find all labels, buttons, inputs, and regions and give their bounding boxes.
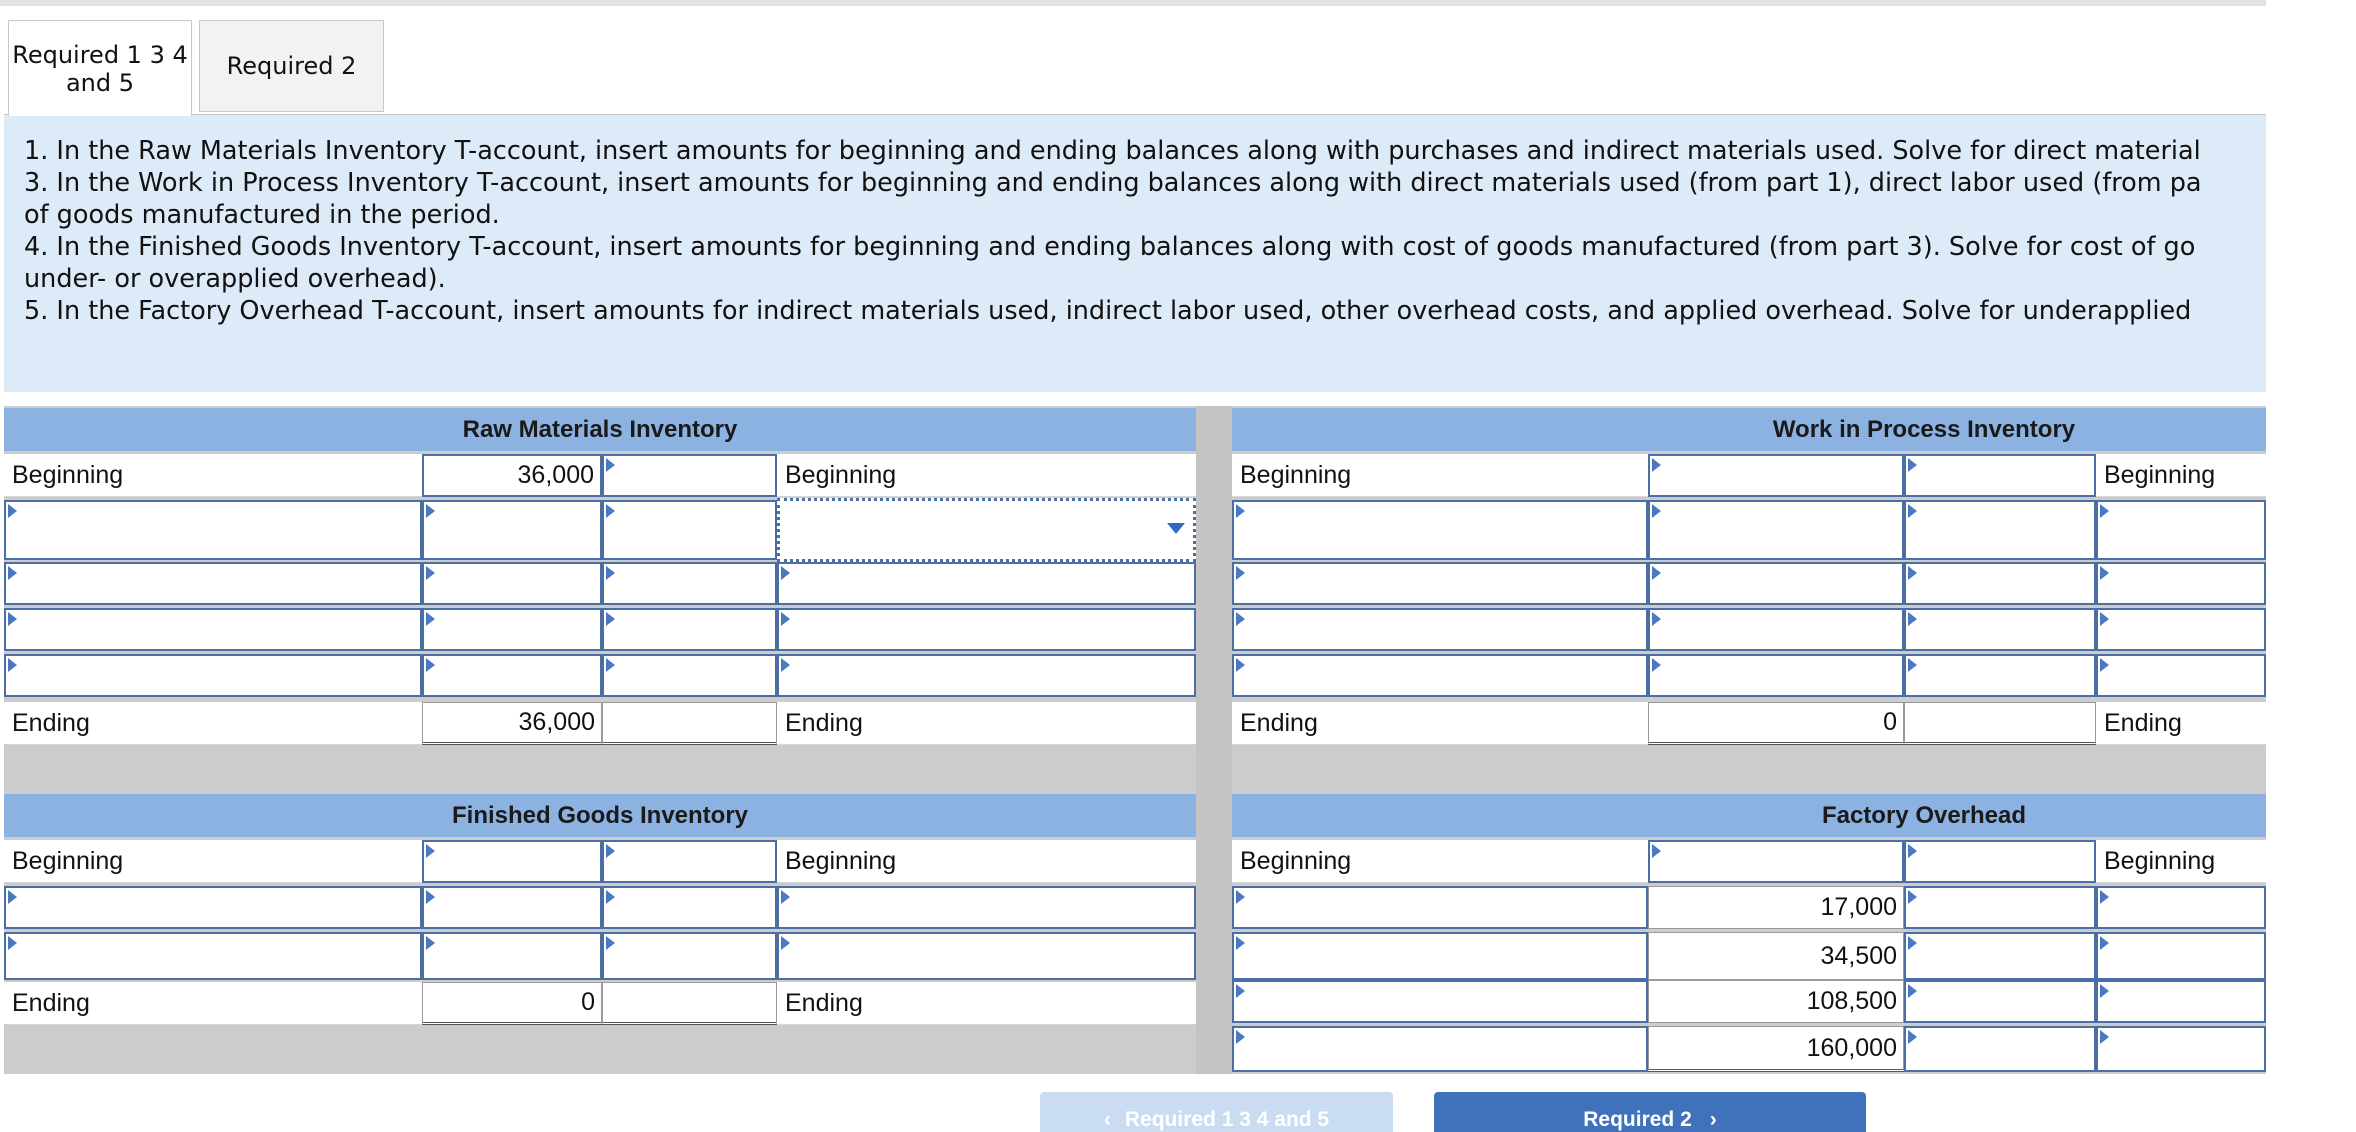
tab-required-2[interactable]: [199, 20, 384, 112]
fo-debit-account-select[interactable]: [1232, 932, 1648, 980]
wip-credit-beginning-amount[interactable]: [1904, 454, 2096, 497]
chevron-right-icon: ›: [1709, 1108, 1717, 1131]
rm-credit-ending-label: Ending: [777, 702, 1196, 745]
rm-debit-ending-label: Ending: [4, 702, 422, 745]
fg-credit-account-select[interactable]: [777, 932, 1196, 980]
rm-credit-amount-input[interactable]: [602, 500, 777, 560]
instruction-line: 1. In the Raw Materials Inventory T-account, insert amounts for beginning and ending balances along with purchases and indirect materials used. Solve for direct material: [24, 136, 2201, 166]
rm-debit-beginning-label: Beginning: [4, 454, 422, 497]
tab-label-line1: Required 1 3 4: [12, 40, 188, 69]
fg-debit-amount-input[interactable]: [422, 886, 602, 929]
rm-credit-amount-input[interactable]: [602, 562, 777, 605]
tab-label-line2: and 5: [65, 68, 135, 97]
instruction-line: 4. In the Finished Goods Inventory T-account, insert amounts for beginning and ending balances along with cost of goods manufactured (from part 3). Solve for cost of go: [24, 232, 2196, 262]
wip-debit-beginning-label: Beginning: [1232, 454, 1648, 497]
instruction-line: 5. In the Factory Overhead T-account, insert amounts for indirect materials used, indirect labor used, other overhead costs, and applied overhead. Solve for underapplied: [24, 296, 2192, 326]
rm-credit-beginning-amount[interactable]: [602, 454, 777, 497]
rm-debit-account-select[interactable]: [4, 608, 422, 651]
wip-credit-amount-input[interactable]: [1904, 500, 2096, 560]
fo-credit-amount-input[interactable]: [1904, 886, 2096, 929]
fo-credit-amount-input[interactable]: [1904, 980, 2096, 1023]
fg-debit-amount-input[interactable]: [422, 932, 602, 980]
fo-debit-beginning-label: Beginning: [1232, 840, 1648, 883]
rm-credit-account-select[interactable]: [777, 608, 1196, 651]
wip-credit-amount-input[interactable]: [1904, 562, 2096, 605]
finished-goods-title: Finished Goods Inventory: [4, 794, 1196, 837]
rm-debit-account-select[interactable]: [4, 562, 422, 605]
fg-credit-ending-label: Ending: [777, 982, 1196, 1025]
fo-debit-amount: 160,000: [1648, 1026, 1904, 1072]
raw-materials-title: Raw Materials Inventory: [4, 408, 1196, 451]
rm-credit-account-dropdown[interactable]: [777, 498, 1196, 562]
fo-debit-amount: 108,500: [1648, 980, 1904, 1023]
wip-credit-account-select[interactable]: [2096, 500, 2266, 560]
previous-button[interactable]: [1040, 1092, 1393, 1132]
rm-credit-amount-input[interactable]: [602, 654, 777, 697]
rm-debit-account-select[interactable]: [4, 654, 422, 697]
fo-debit-account-select[interactable]: [1232, 980, 1648, 1023]
fg-credit-beginning-label: Beginning: [777, 840, 1196, 883]
fo-debit-amount: 17,000: [1648, 886, 1904, 929]
rm-credit-amount-input[interactable]: [602, 608, 777, 651]
fg-credit-ending-amount: [602, 982, 777, 1025]
wip-debit-account-select[interactable]: [1232, 562, 1648, 605]
wip-debit-account-select[interactable]: [1232, 500, 1648, 560]
wip-credit-amount-input[interactable]: [1904, 608, 2096, 651]
wip-credit-account-select[interactable]: [2096, 654, 2266, 697]
fo-credit-beginning-label: Beginning: [2096, 840, 2266, 883]
instruction-line: under- or overapplied overhead).: [24, 264, 446, 294]
wip-credit-ending-label: Ending: [2096, 702, 2266, 745]
fo-debit-beginning-amount[interactable]: [1648, 840, 1904, 883]
wip-debit-account-select[interactable]: [1232, 608, 1648, 651]
fo-debit-amount: 34,500: [1648, 932, 1904, 980]
chevron-left-icon: ‹: [1103, 1108, 1111, 1131]
fo-debit-account-select[interactable]: [1232, 886, 1648, 929]
fg-debit-ending-amount: 0: [422, 982, 602, 1025]
top-divider: [0, 0, 2266, 6]
wip-debit-amount-input[interactable]: [1648, 562, 1904, 605]
fo-credit-account-select[interactable]: [2096, 1026, 2266, 1072]
fg-credit-beginning-amount[interactable]: [602, 840, 777, 883]
wip-credit-account-select[interactable]: [2096, 608, 2266, 651]
rm-debit-ending-amount: 36,000: [422, 702, 602, 745]
next-button[interactable]: [1434, 1092, 1866, 1132]
chevron-down-icon: [1167, 523, 1185, 534]
fo-credit-account-select[interactable]: [2096, 980, 2266, 1023]
rm-debit-amount-input[interactable]: [422, 654, 602, 697]
wip-debit-beginning-amount[interactable]: [1648, 454, 1904, 497]
wip-credit-ending-amount: [1904, 702, 2096, 745]
previous-button-label: Required 1 3 4 and 5: [1124, 1108, 1330, 1131]
wip-debit-amount-input[interactable]: [1648, 654, 1904, 697]
fo-credit-amount-input[interactable]: [1904, 1026, 2096, 1072]
tab-required-1-3-4-and-5[interactable]: [8, 20, 192, 116]
rm-credit-ending-amount: [602, 702, 777, 745]
fg-credit-amount-input[interactable]: [602, 886, 777, 929]
rm-credit-account-select[interactable]: [777, 654, 1196, 697]
fo-credit-account-select[interactable]: [2096, 886, 2266, 929]
instruction-line: of goods manufactured in the period.: [24, 200, 500, 230]
fg-credit-account-select[interactable]: [777, 886, 1196, 929]
fg-debit-account-select[interactable]: [4, 932, 422, 980]
wip-credit-amount-input[interactable]: [1904, 654, 2096, 697]
fo-debit-account-select[interactable]: [1232, 1026, 1648, 1072]
fg-debit-account-select[interactable]: [4, 886, 422, 929]
rm-debit-amount-input[interactable]: [422, 562, 602, 605]
fo-credit-beginning-amount[interactable]: [1904, 840, 2096, 883]
fg-debit-beginning-label: Beginning: [4, 840, 422, 883]
instruction-line: 3. In the Work in Process Inventory T-account, insert amounts for beginning and ending balances along with direct materials used (from part 1), direct labor used (from pa: [24, 168, 2202, 198]
work-in-process-title: Work in Process Inventory: [1232, 408, 2266, 451]
fo-credit-account-select[interactable]: [2096, 932, 2266, 980]
center-divider: [1196, 406, 1232, 1074]
instructions-panel: [4, 114, 2266, 392]
fg-credit-amount-input[interactable]: [602, 932, 777, 980]
wip-debit-amount-input[interactable]: [1648, 608, 1904, 651]
wip-debit-ending-label: Ending: [1232, 702, 1648, 745]
fo-credit-amount-input[interactable]: [1904, 932, 2096, 980]
rm-debit-beginning-amount[interactable]: 36,000: [422, 454, 602, 497]
factory-overhead-title: Factory Overhead: [1232, 794, 2266, 837]
next-button-label: Required 2: [1583, 1108, 1692, 1131]
tab-label: Required 2: [226, 52, 357, 80]
fg-debit-ending-label: Ending: [4, 982, 422, 1025]
wip-debit-ending-amount: 0: [1648, 702, 1904, 745]
wip-debit-account-select[interactable]: [1232, 654, 1648, 697]
wip-credit-account-select[interactable]: [2096, 562, 2266, 605]
rm-debit-amount-input[interactable]: [422, 608, 602, 651]
rm-credit-beginning-label: Beginning: [777, 454, 1196, 497]
rm-debit-account-select[interactable]: [4, 500, 422, 560]
fg-debit-beginning-amount[interactable]: [422, 840, 602, 883]
rm-credit-account-select[interactable]: [777, 562, 1196, 605]
rm-debit-amount-input[interactable]: [422, 500, 602, 560]
wip-debit-amount-input[interactable]: [1648, 500, 1904, 560]
wip-credit-beginning-label: Beginning: [2096, 454, 2266, 497]
